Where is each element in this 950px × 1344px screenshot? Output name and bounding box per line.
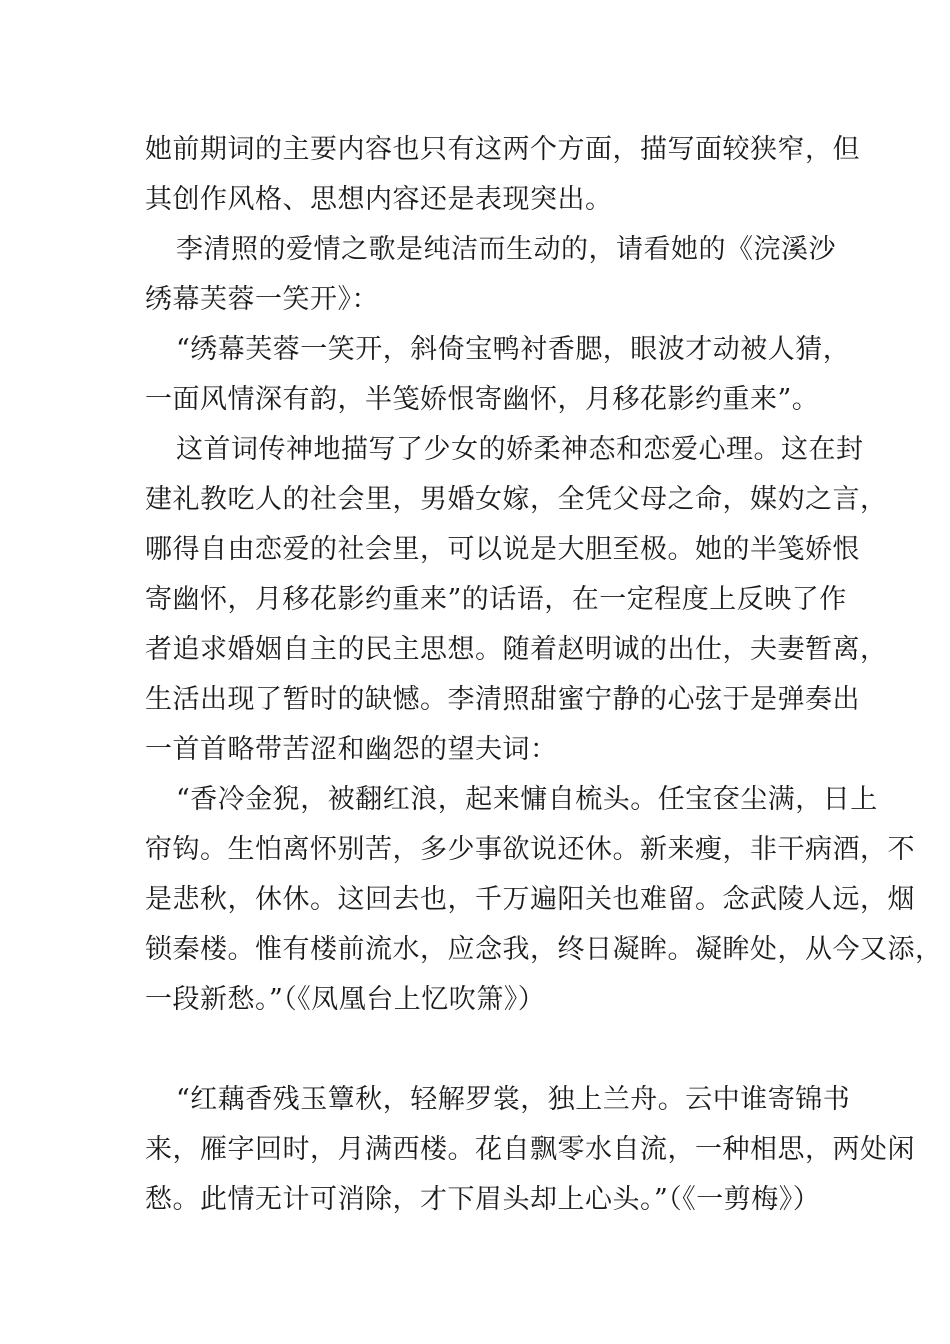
text-line: 是悲秋，休休。这回去也，千万遍阳关也难留。念武陵人远，烟	[145, 884, 915, 915]
text-line: 寄幽怀，月移花影约重来”的话语，在一定程度上反映了作	[145, 584, 847, 615]
text-line: 来，雁字回时，月满西楼。花自飘零水自流，一种相思，两处闲	[145, 1134, 915, 1165]
text-line: 帘钩。生怕离怀别苦，多少事欲说还休。新来瘦，非干病酒，不	[145, 834, 915, 865]
text-line: 一面风情深有韵，半笺娇恨寄幽怀，月移花影约重来”。	[145, 384, 820, 415]
text-line: 李清照的爱情之歌是纯洁而生动的，请看她的《浣溪沙	[176, 234, 836, 265]
text-line: 锁秦楼。惟有楼前流水，应念我，终日凝眸。凝眸处，从今又添，	[145, 934, 943, 965]
text-line: 这首词传神地描写了少女的娇柔神态和恋爱心理。这在封	[176, 434, 864, 465]
text-line: 生活出现了暂时的缺憾。李清照甜蜜宁静的心弦于是弹奏出	[145, 684, 860, 715]
text-line: 哪得自由恋爱的社会里，可以说是大胆至极。她的半笺娇恨	[145, 534, 860, 565]
text-line: “红藕香残玉簟秋，轻解罗裳，独上兰舟。云中谁寄锦书	[176, 1084, 851, 1115]
text-line: “绣幕芙蓉一笑开，斜倚宝鸭衬香腮，眼波才动被人猜，	[176, 334, 851, 365]
text-line: 绣幕芙蓉一笑开》：	[145, 284, 379, 315]
text-line: 其创作风格、思想内容还是表现突出。	[145, 184, 613, 215]
text-line: 她前期词的主要内容也只有这两个方面，描写面较狭窄，但	[145, 134, 860, 165]
text-line: 一首首略带苦涩和幽怨的望夫词：	[145, 734, 558, 765]
text-line: “香冷金猊，被翻红浪，起来慵自梳头。任宝奁尘满，日上	[176, 784, 878, 815]
text-line: 者追求婚姻自主的民主思想。随着赵明诚的出仕，夫妻暂离，	[145, 634, 888, 665]
text-line: 愁。此情无计可消除，才下眉头却上心头。”（《一剪梅》）	[145, 1184, 821, 1215]
text-line: 一段新愁。”（《凤凰台上忆吹箫》）	[145, 984, 546, 1015]
text-line: 建礼教吃人的社会里，男婚女嫁，全凭父母之命，媒妁之言，	[145, 484, 888, 515]
